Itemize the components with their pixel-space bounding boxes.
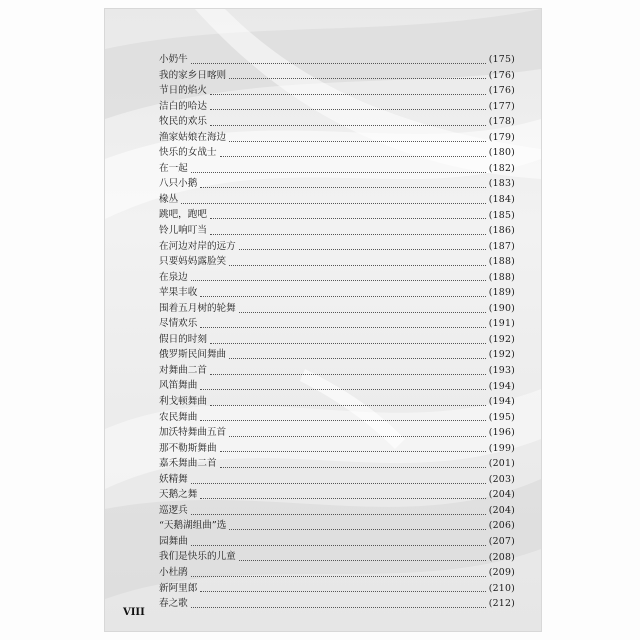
toc-entry-page-number: (201): [488, 458, 515, 470]
toc-entry: [159, 487, 515, 503]
toc-entry-page-number: (189): [488, 287, 515, 299]
toc-entry: [159, 518, 515, 534]
toc-dot-leader: [191, 482, 486, 484]
toc-entry-page-number: (178): [488, 116, 515, 128]
toc-entry-page-number: (185): [488, 209, 515, 221]
toc-dot-leader: [239, 559, 486, 561]
toc-entry-title: 洁白的哈达: [159, 100, 207, 112]
toc-dot-leader: [229, 528, 485, 530]
toc-dot-leader: [220, 466, 486, 468]
toc-entry: [159, 534, 515, 550]
toc-entry-title: 铃儿响叮当: [159, 224, 207, 236]
toc-dot-leader: [200, 497, 485, 499]
table-of-contents: [159, 52, 515, 612]
toc-entry-title: 尽情欢乐: [159, 318, 198, 330]
toc-entry: [159, 410, 515, 426]
toc-dot-leader: [200, 186, 485, 188]
toc-entry: [159, 332, 515, 348]
toc-dot-leader: [239, 311, 486, 313]
toc-entry-page-number: (204): [488, 504, 515, 516]
toc-entry-title: 风笛舞曲: [159, 380, 198, 392]
toc-dot-leader: [191, 171, 486, 173]
toc-entry-title: 小杜鹃: [159, 567, 188, 579]
toc-dot-leader: [220, 450, 486, 452]
toc-entry-title: 牧民的欢乐: [159, 116, 207, 128]
toc-entry-page-number: (207): [488, 536, 515, 548]
toc-entry-title: 节日的焰火: [159, 85, 207, 97]
toc-entry: [159, 239, 515, 255]
toc-entry-title: 在一起: [159, 162, 188, 174]
toc-entry: [159, 145, 515, 161]
toc-entry-page-number: (177): [488, 100, 515, 112]
toc-entry-title: 小奶牛: [159, 53, 188, 65]
toc-entry: [159, 425, 515, 441]
toc-entry: [159, 378, 515, 394]
toc-dot-leader: [200, 388, 485, 390]
toc-entry-page-number: (187): [488, 240, 515, 252]
toc-entry: [159, 223, 515, 239]
toc-entry-page-number: (180): [488, 147, 515, 159]
toc-entry: [159, 581, 515, 597]
toc-entry-title: 快乐的女战士: [159, 147, 217, 159]
toc-entry: [159, 83, 515, 99]
toc-entry-title: 妖精舞: [159, 473, 188, 485]
toc-dot-leader: [210, 108, 486, 110]
toc-entry-page-number: (196): [488, 427, 515, 439]
toc-entry: [159, 565, 515, 581]
toc-entry: [159, 347, 515, 363]
toc-entry: [159, 254, 515, 270]
toc-dot-leader: [239, 248, 486, 250]
toc-dot-leader: [191, 575, 486, 577]
toc-entry-title: 俄罗斯民间舞曲: [159, 349, 227, 361]
toc-entry-page-number: (194): [488, 396, 515, 408]
toc-entry-page-number: (199): [488, 442, 515, 454]
toc-entry-page-number: (182): [488, 162, 515, 174]
toc-dot-leader: [181, 202, 486, 204]
toc-entry-title: 在河边对岸的远方: [159, 240, 236, 252]
toc-entry-page-number: (188): [488, 256, 515, 268]
toc-entry: [159, 270, 515, 286]
toc-entry-page-number: (191): [488, 318, 515, 330]
toc-entry: [159, 301, 515, 317]
toc-entry: [159, 130, 515, 146]
toc-entry: [159, 316, 515, 332]
toc-entry-page-number: (186): [488, 225, 515, 237]
toc-entry-title: 跳吧，跑吧: [159, 209, 207, 221]
page-folio: VIII: [123, 607, 145, 618]
toc-entry-page-number: (195): [488, 411, 515, 423]
toc-entry-page-number: (203): [488, 473, 515, 485]
toc-entry-page-number: (206): [488, 520, 515, 532]
toc-entry-title: 春之歌: [159, 598, 188, 610]
toc-entry-page-number: (194): [488, 380, 515, 392]
toc-entry-title: 椽丛: [159, 193, 179, 205]
toc-entry-title: 围着五月树的轮舞: [159, 302, 236, 314]
book-page: [104, 8, 542, 632]
toc-dot-leader: [210, 124, 486, 126]
toc-dot-leader: [200, 326, 485, 328]
toc-entry-title: 那不勒斯舞曲: [159, 442, 217, 454]
toc-entry-page-number: (212): [488, 598, 515, 610]
toc-entry: [159, 161, 515, 177]
toc-dot-leader: [191, 544, 486, 546]
toc-entry-page-number: (209): [488, 567, 515, 579]
toc-entry-title: 新阿里郎: [159, 582, 198, 594]
toc-entry-title: 天鹅之舞: [159, 489, 198, 501]
toc-entry-page-number: (208): [488, 551, 515, 563]
toc-entry: [159, 394, 515, 410]
toc-entry: [159, 550, 515, 566]
toc-entry-title: 园舞曲: [159, 535, 188, 547]
toc-entry: [159, 441, 515, 457]
toc-entry: [159, 114, 515, 130]
toc-entry-title: 在泉边: [159, 271, 188, 283]
toc-dot-leader: [229, 77, 486, 79]
toc-dot-leader: [210, 404, 486, 406]
toc-dot-leader: [191, 513, 486, 515]
toc-dot-leader: [200, 295, 485, 297]
toc-dot-leader: [200, 590, 485, 592]
toc-entry-page-number: (183): [488, 178, 515, 190]
toc-dot-leader: [229, 264, 486, 266]
toc-entry-page-number: (184): [488, 193, 515, 205]
toc-entry-title: 加沃特舞曲五首: [159, 427, 227, 439]
toc-entry-title: 我的家乡日喀则: [159, 69, 227, 81]
toc-entry: [159, 52, 515, 68]
toc-dot-leader: [191, 279, 486, 281]
toc-entry-title: 嘉禾舞曲二首: [159, 458, 217, 470]
toc-entry-page-number: (193): [488, 365, 515, 376]
toc-dot-leader: [210, 93, 486, 95]
toc-entry: [159, 99, 515, 115]
toc-entry-page-number: (210): [488, 582, 515, 594]
toc-entry: [159, 596, 515, 612]
toc-entry-title: 假日的时刻: [159, 333, 207, 345]
toc-dot-leader: [210, 217, 486, 219]
toc-dot-leader: [229, 140, 486, 142]
toc-dot-leader: [210, 373, 486, 375]
toc-entry-title: 农民舞曲: [159, 411, 198, 423]
toc-entry-page-number: (190): [488, 302, 515, 314]
toc-entry: [159, 68, 515, 84]
toc-entry-page-number: (188): [488, 271, 515, 283]
toc-entry: [159, 363, 515, 379]
toc-entry-title: 八只小鹅: [159, 178, 198, 190]
toc-entry-title: 对舞曲二首: [159, 364, 207, 376]
toc-entry-page-number: (175): [488, 54, 515, 66]
toc-entry: [159, 176, 515, 192]
toc-entry-page-number: (204): [488, 489, 515, 501]
toc-entry-title: 渔家姑娘在海边: [159, 131, 227, 143]
toc-entry-page-number: (179): [488, 131, 515, 143]
toc-dot-leader: [229, 435, 486, 437]
toc-entry-page-number: (176): [488, 85, 515, 97]
toc-dot-leader: [200, 419, 485, 421]
toc-entry-title: 我们是快乐的儿童: [159, 551, 236, 563]
toc-entry-page-number: (176): [488, 69, 515, 81]
toc-dot-leader: [229, 357, 486, 359]
toc-entry-title: 只要妈妈露脸笑: [159, 256, 227, 268]
toc-entry-title: 利戈顿舞曲: [159, 396, 207, 407]
toc-entry: [159, 207, 515, 223]
toc-dot-leader: [191, 62, 486, 64]
toc-entry: [159, 472, 515, 488]
toc-dot-leader: [220, 155, 486, 157]
toc-entry-title: “天鹅湖组曲”选: [159, 520, 227, 532]
toc-entry-page-number: (192): [488, 349, 515, 361]
toc-entry: [159, 192, 515, 208]
toc-dot-leader: [210, 342, 486, 344]
toc-entry-page-number: (192): [488, 333, 515, 345]
toc-entry: [159, 456, 515, 472]
toc-dot-leader: [210, 233, 486, 235]
toc-entry-title: 巡逻兵: [159, 504, 188, 516]
toc-entry: [159, 503, 515, 519]
toc-entry-title: 苹果丰收: [159, 287, 198, 299]
toc-dot-leader: [191, 606, 486, 608]
toc-entry: [159, 285, 515, 301]
